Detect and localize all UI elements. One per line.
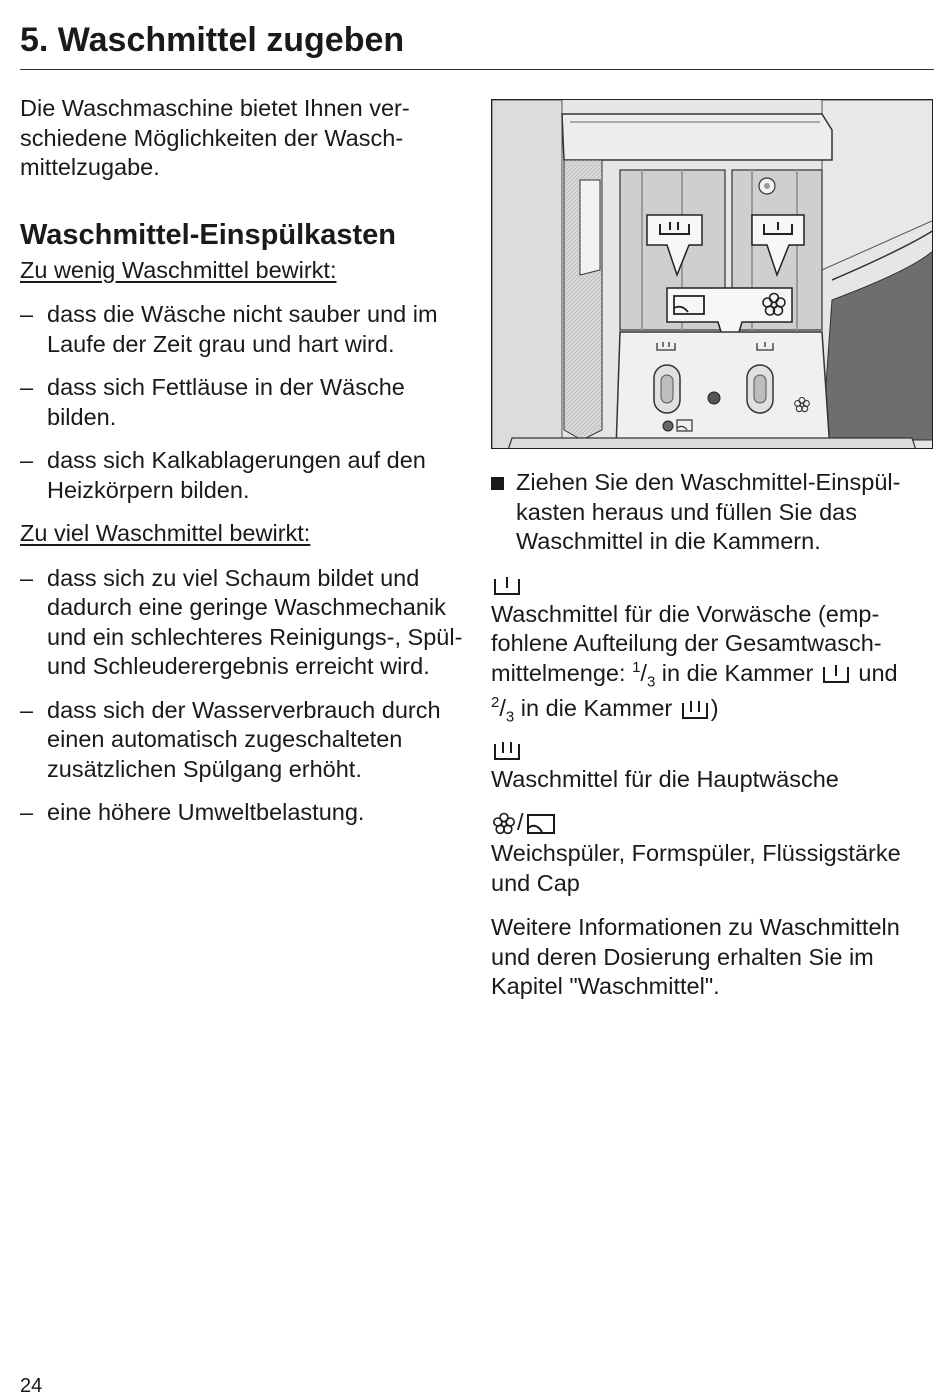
list-item-text: dass sich zu viel Schaum bildet und dadurch eine geringe Waschmechanik und ein schlechteres Reinigungs-, Spül- und Schleuderergebnis erreicht wird.	[47, 564, 463, 679]
list-item-text: eine höhere Umweltbelastung.	[47, 799, 365, 825]
square-bullet-icon	[491, 477, 504, 490]
prewash-symbol-line	[491, 571, 931, 597]
right-column	[491, 468, 931, 1002]
dash-marker: –	[20, 564, 34, 591]
too-little-label: Zu wenig Waschmittel bewirkt:	[20, 256, 337, 283]
prewash-text: Waschmittel für die Vorwäsche (empfohlene Aufteilung der Gesamtwaschmittelmenge:	[491, 600, 882, 686]
prewash-text: in die Kammer	[514, 695, 679, 721]
instruction-text: Ziehen Sie den Waschmittel-Einspülkasten heraus und füllen Sie das Waschmittel in die Kammern.	[516, 469, 901, 554]
mainwash-compartment-icon	[491, 739, 523, 763]
list-item-text: dass sich Fettläuse in der Wäsche bilden.	[47, 374, 405, 430]
fraction-denominator: 3	[646, 673, 656, 691]
list-item	[20, 300, 470, 359]
more-info-text: Weitere Informationen zu Waschmitteln und deren Dosierung erhalten Sie im Kapitel "Waschmittel".	[491, 914, 900, 999]
list-item	[20, 446, 470, 505]
section-heading: Waschmittel-Einspülkasten	[20, 218, 397, 251]
list-item	[20, 696, 470, 785]
instruction-step	[491, 468, 931, 557]
fraction-denominator: 3	[505, 708, 515, 726]
dash-marker: –	[20, 374, 34, 400]
prewash-text: und	[851, 659, 898, 686]
detergent-drawer-drawing	[492, 100, 933, 449]
flower-softener-icon	[491, 811, 517, 837]
dash-marker: –	[20, 799, 34, 825]
list-item-text: dass sich der Wasserverbrauch durch einen automatisch zugeschalteten zusätzlichen Spülgang erhöht.	[47, 696, 441, 782]
softener-separator: /	[517, 809, 524, 835]
mainwash-compartment-icon	[679, 698, 711, 722]
too-much-label: Zu viel Waschmittel bewirkt:	[20, 520, 311, 546]
list-item-text: dass sich Kalkablagerungen auf den Heizkörpern bilden.	[47, 447, 426, 503]
page-title: 5. Waschmittel zugeben	[20, 21, 405, 59]
list-item-text: dass die Wäsche nicht sauber und im Laufe der Zeit grau und hart wird.	[47, 301, 438, 357]
prewash-text: )	[710, 695, 719, 721]
prewash-compartment-icon	[491, 574, 523, 598]
list-item	[20, 798, 470, 828]
prewash-paragraph: Waschmittel für die Vorwäsche (empfohlene Aufteilung der Gesamtwaschmittelmenge: $^1/_3$ in die Kammer und $^2/_3$ in die Kammer )	[491, 600, 898, 726]
dash-marker: –	[20, 447, 34, 473]
softener-text: Weichspüler, Formspüler, Flüssigstärke und Cap	[491, 840, 901, 896]
dash-marker: –	[20, 301, 34, 327]
cap-icon	[524, 811, 558, 837]
mainwash-text: Waschmittel für die Hauptwäsche	[491, 765, 839, 792]
title-divider	[20, 69, 934, 70]
left-column	[20, 94, 470, 828]
page-number: 24	[20, 1375, 43, 1397]
softener-symbol-line	[491, 808, 931, 836]
list-item	[20, 373, 470, 432]
list-item	[20, 564, 470, 682]
dash-marker: –	[20, 696, 34, 723]
detergent-drawer-illustration	[491, 99, 933, 449]
prewash-compartment-icon	[820, 662, 852, 686]
mainwash-symbol-line	[491, 736, 931, 762]
intro-paragraph: Die Waschmaschine bietet Ihnen verschiedene Möglichkeiten der Waschmittelzugabe.	[20, 95, 410, 180]
fraction-numerator: 1	[632, 658, 641, 676]
prewash-text: in die Kammer	[655, 659, 820, 686]
fraction-numerator: 2	[491, 694, 500, 712]
